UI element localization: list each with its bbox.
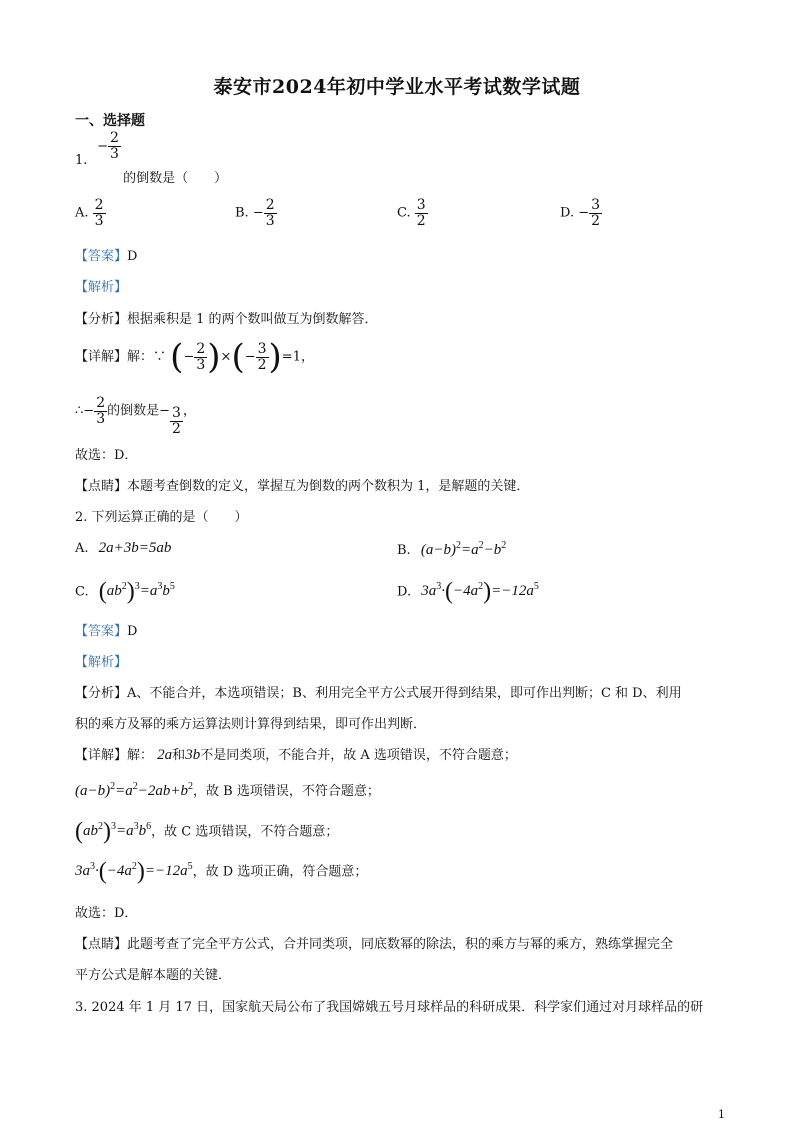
- q2-dianjing-line1: [75, 933, 673, 952]
- expr-2a: 2a: [157, 747, 173, 763]
- q1-stem-fraction: [97, 130, 125, 162]
- q1-stem-text: 的倒数是（ ）: [123, 170, 228, 186]
- conc-mid: 的倒数是: [107, 403, 160, 419]
- answer-value: D: [127, 624, 138, 639]
- q2-xiangjie-1: [75, 744, 517, 764]
- q3-stem: 3. 2024 年 1 月 17 日，国家航天局公布了我国嫦娥五号月球样品的科研成果．科学家们通过对月球样品的研: [75, 1000, 704, 1015]
- page-title: 泰安市2024年初中学业水平考试数学试题: [213, 76, 581, 98]
- option-den: 3: [94, 212, 104, 229]
- xiangjie-tag: 【详解】: [75, 748, 128, 763]
- q1-conclusion: ∴− $\frac{2}{3}$ 的倒数是− $\frac{3}{2}$ ，: [75, 395, 196, 437]
- expr-square-expansion: $(a-b)^2=a^2-2ab+b^2$: [75, 781, 193, 799]
- xj-tail: ，故 D 选项正确，符合题意；: [192, 864, 368, 880]
- option-label: C.: [75, 584, 89, 600]
- expr-3b: 3b: [185, 747, 201, 763]
- answer-value: D: [127, 249, 138, 264]
- option-sign: −: [252, 205, 264, 221]
- conc-end: ，: [182, 403, 196, 419]
- q2-option-c: [75, 580, 175, 604]
- paren-close: ): [207, 337, 221, 377]
- xj-a-den: 3: [196, 356, 206, 373]
- option-label: A.: [75, 541, 89, 556]
- q2-option-c-expr: $(ab^2)^3=a^3b^5$: [98, 579, 175, 605]
- answer-tag: 【答案】: [75, 249, 128, 264]
- conc-b-den: 2: [172, 420, 181, 437]
- dianjing-text-1: 此题考查了完全平方公式，合并同类项，同底数幂的除法，积的乘方与幂的乘方，熟练掌握完全: [127, 937, 674, 952]
- q2-option-a-expr: 2a+3b=5ab: [98, 540, 172, 556]
- q2-xiangjie-2: [75, 780, 380, 800]
- option-label: C.: [397, 205, 411, 221]
- therefore-symbol: ∴: [75, 403, 84, 419]
- q1-stem-sign: −: [97, 138, 109, 154]
- q2-answer: [75, 620, 137, 639]
- q1-answer: [75, 245, 137, 264]
- q2-option-b: [397, 540, 506, 559]
- option-label: B.: [397, 543, 411, 558]
- q2-dianjing-line2: 平方公式是解本题的关键．: [75, 968, 232, 983]
- q1-stem-den: 3: [110, 145, 119, 162]
- option-num: 3: [416, 197, 426, 213]
- q1-option-a: [75, 198, 106, 228]
- q2-option-d: [397, 580, 539, 604]
- q1-guxuan: 故选：D．: [75, 448, 138, 463]
- answer-tag: 【答案】: [75, 624, 128, 639]
- q2-xiangjie-3: [75, 820, 338, 844]
- q2-option-b-expr: $(a-b)^2=a^2-b^2$: [420, 540, 507, 558]
- q1-option-d: [560, 198, 602, 228]
- option-num: 2: [265, 197, 275, 213]
- expr-product: $3a^3\cdot(-4a^2)=-12a^5$: [75, 859, 193, 885]
- fenxi-tag: 【分析】: [75, 312, 128, 327]
- q1-stem-num: 2: [110, 130, 119, 146]
- q2-xiangjie-4: [75, 860, 367, 884]
- dianjing-tag: 【点睛】: [75, 937, 128, 952]
- expr-power: $(ab^2)^3=a^3b^6$: [75, 819, 152, 845]
- option-num: 3: [591, 197, 601, 213]
- q2-guxuan: 故选：D．: [75, 906, 138, 921]
- option-den: 2: [591, 212, 601, 229]
- conc-a-num: 2: [96, 395, 106, 411]
- q2-option-a: [75, 540, 171, 557]
- option-den: 3: [265, 212, 275, 229]
- xj-a-num: 2: [196, 340, 206, 357]
- q1-dianjing: [75, 475, 529, 494]
- section-heading: 一、选择题: [75, 113, 145, 129]
- xj-b-num: 3: [257, 340, 267, 357]
- q2-stem: 2. 下列运算正确的是（ ）: [75, 510, 248, 525]
- option-label: A.: [75, 205, 89, 221]
- q1-jiexi-tag: 【解析】: [75, 280, 128, 295]
- q1-fenxi: [75, 308, 378, 327]
- option-label: B.: [235, 205, 249, 221]
- dianjing-tag: 【点睛】: [75, 479, 128, 494]
- fenxi-text: 根据乘积是 1 的两个数叫做互为倒数解答．: [127, 312, 378, 327]
- dianjing-text: 本题考查倒数的定义，掌握互为倒数的两个数积为 1，是解题的关键．: [127, 479, 530, 494]
- fenxi-tag: 【分析】: [75, 686, 128, 701]
- xj-mid: 和: [172, 748, 186, 763]
- xj-tail: ，故 C 选项错误，不符合题意；: [151, 824, 339, 840]
- paren-open: (: [231, 337, 245, 377]
- xiangjie-tag: 【详解】: [75, 349, 128, 365]
- xj-tail: ，故 B 选项错误，不符合题意；: [193, 784, 380, 799]
- option-num: 2: [94, 197, 104, 213]
- q1-option-b: [235, 198, 277, 228]
- conc-b-num: 3: [172, 405, 181, 421]
- option-den: 2: [416, 212, 426, 229]
- option-label: D.: [397, 584, 412, 600]
- paren-open: (: [170, 337, 184, 377]
- q2-option-d-expr: $3a^3\cdot(-4a^2)=-12a^5$: [421, 579, 539, 605]
- xj-pre: 解：: [127, 748, 154, 763]
- q2-fenxi-line2: 积的乘方及幂的乘方运算法则计算得到结果，即可作出判断．: [75, 717, 427, 732]
- fenxi-text-1: A、不能合并，本选项错误；B、利用完全平方公式展开得到结果，即可作出判断；C 和 D、利用: [127, 686, 682, 701]
- q2-jiexi-tag: 【解析】: [75, 655, 128, 670]
- q1-xiangjie: 【详解】解：∵ (− $\frac{2}{3}$ )×(− $\frac{3}{2}$ )=1，: [75, 337, 314, 377]
- option-sign: −: [578, 205, 590, 221]
- xiangjie-pre: 解：∵: [127, 349, 167, 365]
- paren-close: ): [268, 337, 282, 377]
- option-label: D.: [560, 205, 575, 221]
- q2-fenxi-line1: [75, 682, 682, 701]
- q1-number: 1.: [75, 152, 88, 168]
- page-number: 1: [718, 1108, 725, 1121]
- xj-b-den: 2: [257, 356, 267, 373]
- xj-tail: 不是同类项，不能合并，故 A 选项错误，不符合题意；: [200, 748, 517, 763]
- q1-stem: [75, 130, 228, 186]
- xj-eq: =1，: [281, 349, 314, 365]
- conc-a-den: 3: [96, 410, 106, 427]
- q1-option-c: [397, 198, 428, 228]
